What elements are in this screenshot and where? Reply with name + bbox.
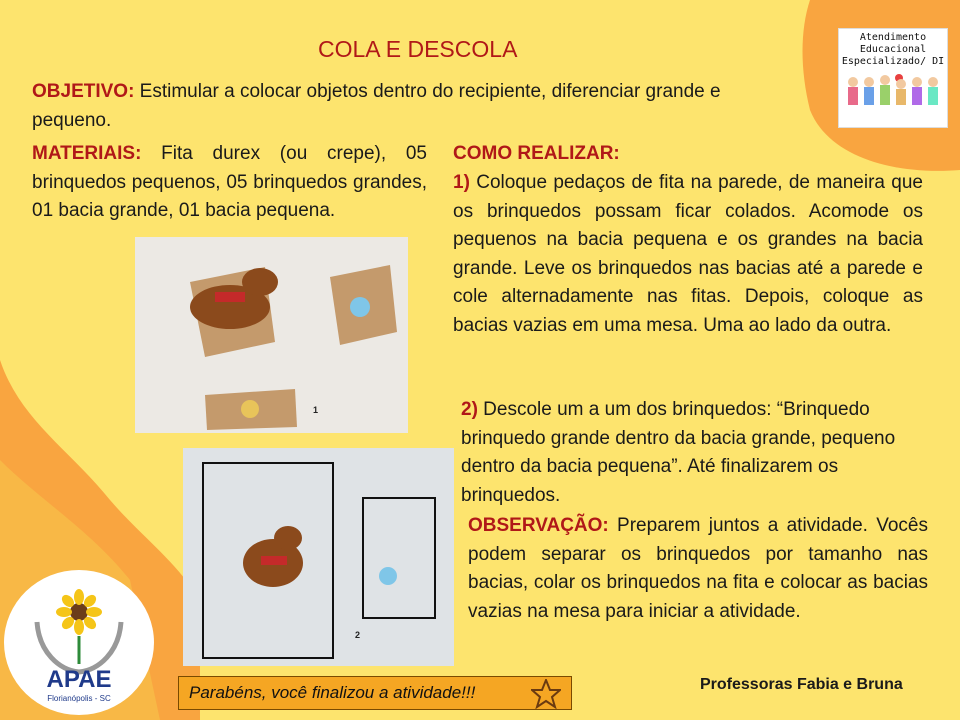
observation-paragraph — [468, 512, 928, 626]
step2-paragraph — [461, 396, 941, 510]
badge-line-2: Educacional — [859, 44, 927, 55]
photo-2-number: 2 — [355, 630, 361, 640]
photo-toys-on-wall — [135, 237, 408, 433]
star-icon — [531, 679, 561, 709]
apae-logo-name: APAE — [46, 666, 112, 693]
howto-heading — [453, 140, 923, 169]
children-illustration-icon — [843, 70, 943, 118]
step1-paragraph — [453, 169, 923, 340]
step2-text: Descole um a um dos brinquedos: “Brinquedo brinquedo grande dentro da bacia grande, pequeno dentro da bacia pequena”. Até finalizarem os brinquedos. — [461, 399, 896, 506]
step1-text: Coloque pedaços de fita na parede, de maneira que os brinquedos possam ficar colados. Acomode os pequenos na bacia pequena e os grandes na bacia grande. Leve os brinquedos nas bacias até a parede e cole alternadamente nas fitas. Depois, coloque as bacias vazias em uma mesa. Uma ao lado da outra. — [453, 172, 923, 336]
materials-paragraph — [32, 140, 427, 226]
step2-number: 2) — [461, 399, 478, 420]
completion-banner — [178, 676, 572, 710]
observation-label: OBSERVAÇÃO: — [468, 515, 609, 536]
teachers-credit: Professoras Fabia e Bruna — [700, 676, 903, 693]
photo-2-illustration — [183, 448, 454, 666]
badge-line-3: Especializado/ DI — [841, 56, 945, 67]
observation-text: Preparem juntos a atividade. Vocês podem separar os brinquedos por tamanho nas bacias, colar os brinquedos na fita e colocar as bacias vazias na mesa para iniciar a atividade. — [468, 515, 928, 622]
completion-banner-text: Parabéns, você finalizou a atividade!!! — [189, 683, 476, 702]
howto-label: COMO REALIZAR: — [453, 143, 620, 164]
step1-number: 1) — [453, 172, 470, 193]
apae-logo-city: Florianópolis - SC — [47, 694, 111, 703]
objective-text: Estimular a colocar objetos dentro do recipiente, diferenciar grande e pequeno. — [32, 81, 721, 131]
objective-paragraph — [32, 78, 752, 135]
photo-toys-in-basins — [183, 448, 454, 666]
materials-label: MATERIAIS: — [32, 143, 142, 164]
photo-1-number: 1 — [313, 405, 319, 415]
apae-logo — [4, 570, 154, 715]
objective-label: OBJETIVO: — [32, 81, 135, 102]
badge-line-1: Atendimento — [859, 32, 927, 43]
materials-text: Fita durex (ou crepe), 05 brinquedos pequenos, 05 brinquedos grandes, 01 bacia grande, 01 bacia pequena. — [32, 143, 427, 221]
photo-1-illustration — [135, 237, 408, 433]
aee-badge — [838, 28, 948, 128]
page-title: COLA E DESCOLA — [318, 36, 518, 62]
apae-flower-icon — [4, 570, 154, 715]
